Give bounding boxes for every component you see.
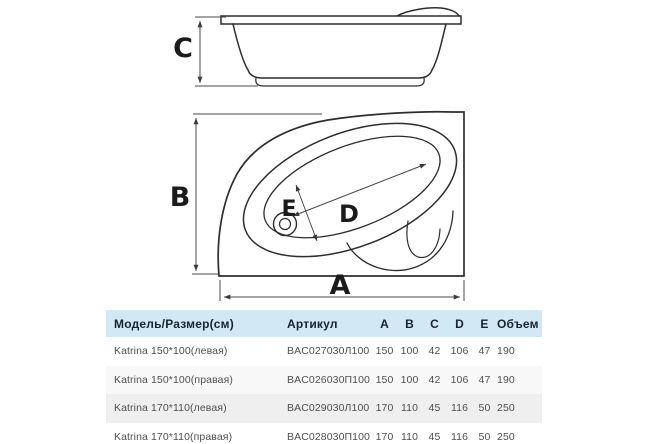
top-view-seat-curve-inner (407, 221, 440, 257)
cell-article: BAC029030Л100 (287, 402, 370, 415)
header-d: D (455, 316, 464, 331)
cell-model: Katrina 170*110(левая) (114, 402, 227, 415)
cell-c: 45 (428, 430, 441, 443)
dimension-e-label: E (281, 197, 297, 222)
side-view-body (233, 24, 446, 78)
cell-a: 150 (375, 373, 394, 386)
table-row (106, 337, 542, 366)
side-view-base (256, 78, 424, 86)
side-view-rim (221, 16, 461, 24)
bathtub-top-view (218, 97, 475, 284)
header-c: C (430, 316, 439, 331)
cell-c: 45 (428, 402, 441, 415)
cell-b: 100 (400, 345, 419, 358)
dimension-b (192, 114, 322, 274)
dimension-c-label: C (173, 33, 193, 64)
cell-d: 106 (450, 345, 469, 358)
header-article: Артикул (287, 316, 338, 331)
cell-article: BAC026030П100 (287, 373, 370, 386)
bathtub-side-view (221, 8, 461, 86)
cell-a: 170 (375, 430, 394, 443)
side-view-headrest (397, 8, 459, 16)
header-b: B (405, 316, 414, 331)
top-view-bowl-edge (250, 115, 453, 258)
top-view-seat-curve-outer (347, 211, 453, 271)
dimension-c (195, 17, 258, 86)
header-volume: Объем (497, 316, 539, 331)
dimension-b-label: B (169, 182, 191, 213)
table-row (106, 394, 542, 423)
top-view-outer-contour (218, 112, 464, 276)
cell-volume: 250 (497, 402, 515, 415)
spec-table-header (106, 310, 542, 337)
cell-article: BAC027030Л100 (287, 345, 370, 358)
cell-article: BAC028030П100 (287, 430, 370, 443)
dimension-a-label: A (329, 270, 351, 301)
cell-volume: 190 (497, 345, 515, 358)
spec-table (106, 310, 542, 444)
cell-model: Katrina 150*100(левая) (114, 345, 228, 358)
cell-volume: 250 (497, 430, 515, 443)
dimension-e-line (296, 185, 317, 241)
cell-d: 106 (450, 373, 469, 386)
top-view-rim-edge (225, 97, 475, 284)
spec-table-body (106, 337, 542, 444)
cell-c: 42 (428, 345, 441, 358)
header-a: A (380, 316, 389, 331)
table-row (106, 423, 542, 444)
cell-e: 50 (478, 430, 491, 443)
cell-b: 100 (400, 373, 419, 386)
cell-c: 42 (428, 373, 441, 386)
cell-b: 110 (400, 430, 419, 443)
cell-d: 116 (450, 430, 469, 443)
table-row (106, 366, 542, 395)
dimension-d-line (293, 164, 426, 216)
cell-b: 110 (400, 402, 419, 415)
cell-e: 47 (478, 373, 491, 386)
header-e: E (480, 316, 489, 331)
cell-e: 47 (478, 345, 491, 358)
cell-model: Katrina 150*100(правая) (114, 373, 233, 386)
cell-a: 170 (375, 402, 394, 415)
cell-model: Katrina 170*110(правая) (114, 430, 233, 443)
cell-a: 150 (375, 345, 394, 358)
cell-d: 116 (450, 402, 469, 415)
cell-volume: 190 (497, 373, 515, 386)
header-model: Модель/Размер(см) (114, 316, 234, 331)
cell-e: 50 (478, 402, 491, 415)
dimension-d-label: D (339, 200, 359, 228)
